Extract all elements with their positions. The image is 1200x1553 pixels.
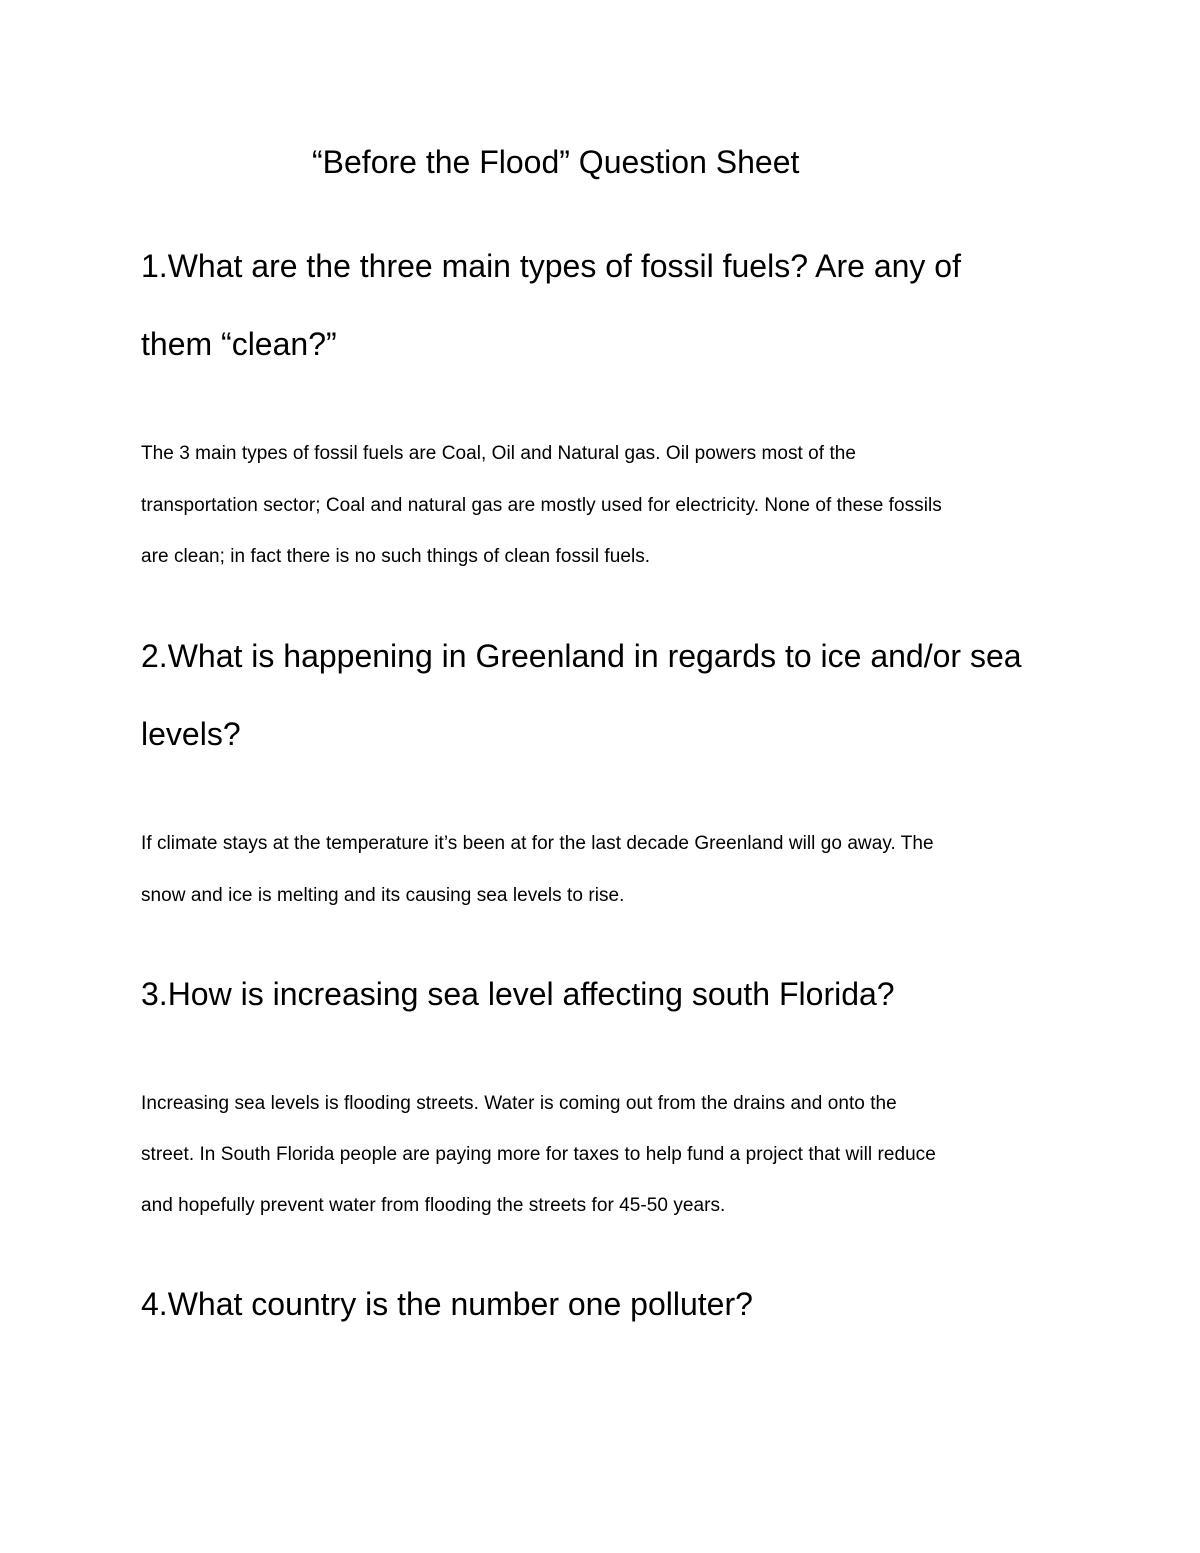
question-2-line-2: levels? (141, 716, 241, 752)
question-1-line-1: 1.What are the three main types of fossil fuels? Are any of (141, 248, 961, 284)
question-1-line-2: them “clean?” (141, 326, 337, 362)
answer-3-line-2: street. In South Florida people are paying more for taxes to help fund a project that will reduce (141, 1144, 936, 1165)
answer-2-line-1: If climate stays at the temperature it’s been at for the last decade Greenland will go away. The (141, 833, 934, 854)
answer-2-line-2: snow and ice is melting and its causing sea levels to rise. (141, 885, 625, 906)
answer-3-line-1: Increasing sea levels is flooding streets. Water is coming out from the drains and onto the (141, 1093, 897, 1114)
question-2-line-1: 2.What is happening in Greenland in regards to ice and/or sea (141, 638, 1022, 674)
answer-1-line-1: The 3 main types of fossil fuels are Coal, Oil and Natural gas. Oil powers most of the (141, 443, 857, 464)
page-title: “Before the Flood” Question Sheet (312, 144, 800, 180)
answer-3-line-3: and hopefully prevent water from flooding the streets for 45-50 years. (141, 1195, 726, 1216)
answer-1-line-2: transportation sector; Coal and natural gas are mostly used for electricity. None of these fossils (141, 495, 942, 516)
answer-1-line-3: are clean; in fact there is no such things of clean fossil fuels. (141, 546, 651, 567)
question-4-line-1: 4.What country is the number one polluter? (141, 1286, 753, 1322)
question-3-line-1: 3.How is increasing sea level affecting south Florida? (141, 976, 895, 1012)
